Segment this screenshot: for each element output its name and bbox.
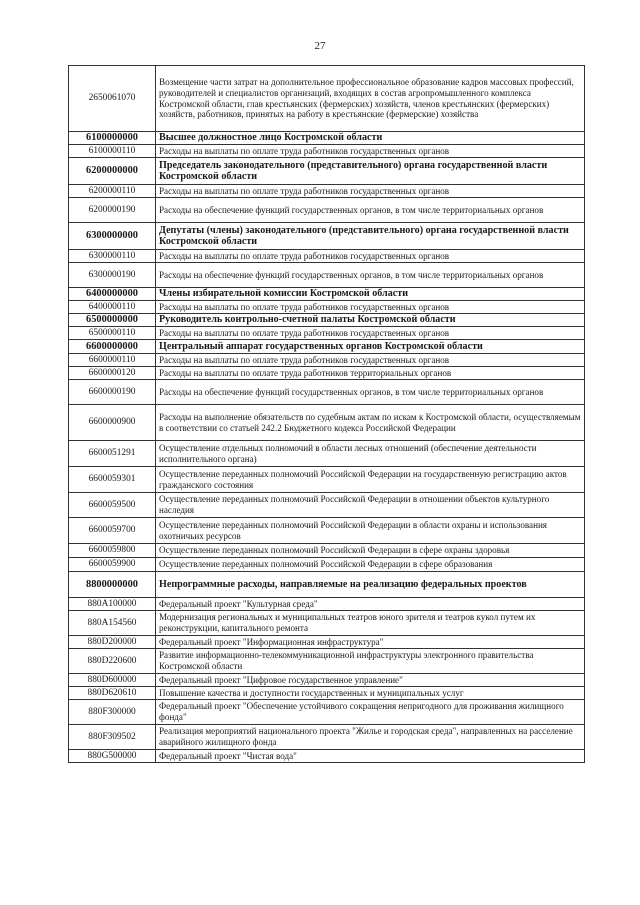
target-article-code: 880D600000 — [69, 674, 156, 687]
article-name: Высшее должностное лицо Костромской области — [156, 132, 585, 145]
article-name: Расходы на выплаты по оплате труда работников государственных органов — [156, 354, 585, 367]
target-article-code: 6200000000 — [69, 158, 156, 185]
article-name: Расходы на выплаты по оплате труда работников государственных органов — [156, 145, 585, 158]
article-name: Расходы на выплаты по оплате труда работников государственных органов — [156, 250, 585, 263]
article-name: Осуществление отдельных полномочий в области лесных отношений (обеспечение деятельности исполнительного органа) — [156, 441, 585, 467]
target-article-code: 880A100000 — [69, 598, 156, 611]
target-article-code: 6600059700 — [69, 518, 156, 544]
article-name: Реализация мероприятий национального проекта "Жилье и городская среда", направленных на расселение аварийного жилищного фонда — [156, 725, 585, 750]
table-body — [69, 66, 585, 763]
target-article-code: 6600000000 — [69, 340, 156, 354]
budget-classification-table — [68, 65, 585, 763]
table-row — [69, 132, 585, 145]
table-row — [69, 158, 585, 185]
article-name: Федеральный проект "Чистая вода" — [156, 750, 585, 763]
target-article-code: 880F300000 — [69, 700, 156, 725]
table-row — [69, 288, 585, 301]
page-number: 27 — [314, 40, 326, 52]
table-row — [69, 198, 585, 223]
article-name: Повышение качества и доступности государственных и муниципальных услуг — [156, 687, 585, 700]
table-row — [69, 649, 585, 674]
table-row — [69, 750, 585, 763]
target-article-code: 880D200000 — [69, 636, 156, 649]
table-row — [69, 441, 585, 467]
article-name: Расходы на выплаты по оплате труда работников государственных органов — [156, 301, 585, 314]
article-name: Руководитель контрольно-счетной палаты Костромской области — [156, 314, 585, 327]
target-article-code: 8800000000 — [69, 572, 156, 598]
target-article-code: 6500000110 — [69, 327, 156, 340]
target-article-code: 6100000000 — [69, 132, 156, 145]
table-row — [69, 636, 585, 649]
table-row — [69, 598, 585, 611]
article-name: Осуществление переданных полномочий Российской Федерации в отношении объектов культурного наследия — [156, 493, 585, 518]
article-name: Осуществление переданных полномочий Российской Федерации в сфере образования — [156, 558, 585, 572]
target-article-code: 6100000110 — [69, 145, 156, 158]
article-name: Осуществление переданных полномочий Российской Федерации в сфере охраны здоровья — [156, 544, 585, 558]
table-row — [69, 380, 585, 405]
article-name: Непрограммные расходы, направляемые на реализацию федеральных проектов — [156, 572, 585, 598]
target-article-code: 6600059800 — [69, 544, 156, 558]
target-article-code: 6200000190 — [69, 198, 156, 223]
article-name: Федеральный проект "Цифровое государственное управление" — [156, 674, 585, 687]
article-name: Расходы на выплаты по оплате труда работников территориальных органов — [156, 367, 585, 380]
article-name: Федеральный проект "Культурная среда" — [156, 598, 585, 611]
table-row — [69, 223, 585, 250]
table-row — [69, 185, 585, 198]
target-article-code: 6400000000 — [69, 288, 156, 301]
target-article-code: 6600000120 — [69, 367, 156, 380]
article-name: Возмещение части затрат на дополнительное профессиональное образование кадров массовых профессий, руководителей и специалистов организаций, входящих в состав агропромышленного комплекса Костромской области, глав крестьянских (фермерских) хозяйств, членов крестьянских (фермерских) хозяйств, работников, принятых на работу в крестьянские (фермерские) хозяйства — [156, 66, 585, 132]
article-name: Центральный аппарат государственных органов Костромской области — [156, 340, 585, 354]
article-name: Модернизация региональных и муниципальных театров юного зрителя и театров кукол путем их реконструкции, капитального ремонта — [156, 611, 585, 636]
article-name: Федеральный проект "Обеспечение устойчивого сокращения непригодного для проживания жилищного фонда" — [156, 700, 585, 725]
table-row — [69, 301, 585, 314]
article-name: Расходы на выполнение обязательств по судебным актам по искам к Костромской области, осуществляемым в соответствии со статьей 242.2 Бюджетного кодекса Российской Федерации — [156, 405, 585, 441]
article-name: Расходы на обеспечение функций государственных органов, в том числе территориальных органов — [156, 198, 585, 223]
table-row — [69, 66, 585, 132]
article-name: Члены избирательной комиссии Костромской области — [156, 288, 585, 301]
target-article-code: 6200000110 — [69, 185, 156, 198]
table-row — [69, 367, 585, 380]
target-article-code: 6600051291 — [69, 441, 156, 467]
table-row — [69, 700, 585, 725]
table-row — [69, 250, 585, 263]
target-article-code: 880D620610 — [69, 687, 156, 700]
article-name: Федеральный проект "Информационная инфраструктура" — [156, 636, 585, 649]
target-article-code: 6600059500 — [69, 493, 156, 518]
article-name: Осуществление переданных полномочий Российской Федерации в области охраны и использования охотничьих ресурсов — [156, 518, 585, 544]
target-article-code: 6500000000 — [69, 314, 156, 327]
article-name: Расходы на выплаты по оплате труда работников государственных органов — [156, 327, 585, 340]
target-article-code: 6600000900 — [69, 405, 156, 441]
table-row — [69, 327, 585, 340]
table-row — [69, 558, 585, 572]
table-row — [69, 405, 585, 441]
target-article-code: 6300000190 — [69, 263, 156, 288]
article-name: Председатель законодательного (представительного) органа государственной власти Костромской области — [156, 158, 585, 185]
article-name: Осуществление переданных полномочий Российской Федерации на государственную регистрацию актов гражданского состояния — [156, 467, 585, 493]
article-name: Депутаты (члены) законодательного (представительного) органа государственной власти Костромской области — [156, 223, 585, 250]
target-article-code: 6400000110 — [69, 301, 156, 314]
table-row — [69, 725, 585, 750]
target-article-code: 6600059900 — [69, 558, 156, 572]
article-name: Расходы на обеспечение функций государственных органов, в том числе территориальных органов — [156, 263, 585, 288]
article-name: Расходы на обеспечение функций государственных органов, в том числе территориальных органов — [156, 380, 585, 405]
table-row — [69, 354, 585, 367]
target-article-code: 880D220600 — [69, 649, 156, 674]
table-row — [69, 314, 585, 327]
table-row — [69, 674, 585, 687]
table-row — [69, 518, 585, 544]
target-article-code: 880F309502 — [69, 725, 156, 750]
target-article-code: 880G500000 — [69, 750, 156, 763]
table-row — [69, 572, 585, 598]
article-name: Развитие информационно-телекоммуникационной инфраструктуры электронного правительства Костромской области — [156, 649, 585, 674]
table-row — [69, 145, 585, 158]
table-row — [69, 687, 585, 700]
table-row — [69, 467, 585, 493]
table-row — [69, 544, 585, 558]
table-row — [69, 340, 585, 354]
table-row — [69, 263, 585, 288]
table-row — [69, 611, 585, 636]
target-article-code: 2650061070 — [69, 66, 156, 132]
target-article-code: 6300000000 — [69, 223, 156, 250]
target-article-code: 880A154560 — [69, 611, 156, 636]
article-name: Расходы на выплаты по оплате труда работников государственных органов — [156, 185, 585, 198]
target-article-code: 6600000190 — [69, 380, 156, 405]
target-article-code: 6600000110 — [69, 354, 156, 367]
table-row — [69, 493, 585, 518]
target-article-code: 6300000110 — [69, 250, 156, 263]
target-article-code: 6600059301 — [69, 467, 156, 493]
